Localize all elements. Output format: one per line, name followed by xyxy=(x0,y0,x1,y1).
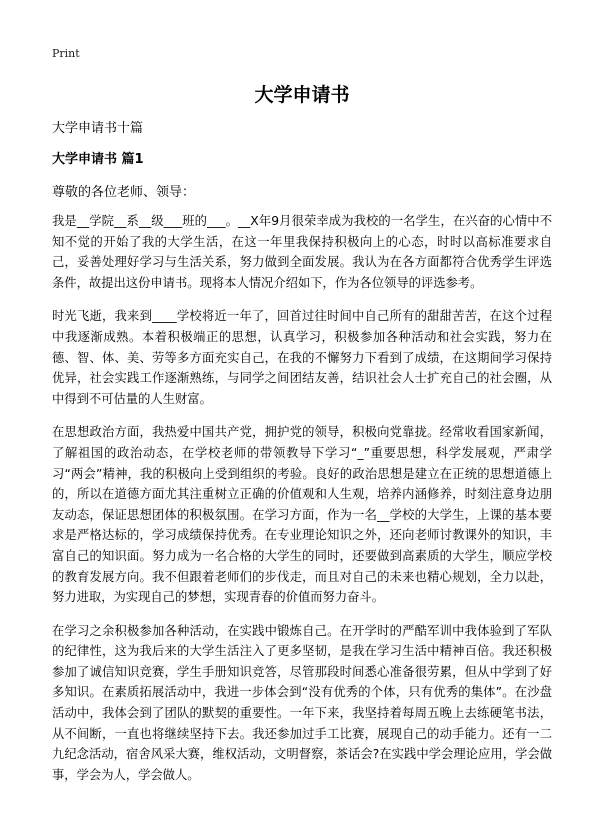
print-link[interactable]: Print xyxy=(52,47,80,60)
document-subtitle: 大学申请书十篇 xyxy=(52,121,144,136)
document-page xyxy=(52,80,552,798)
greeting: 尊敬的各位老师、领导： xyxy=(52,185,196,200)
document-title: 大学申请书 xyxy=(254,84,350,106)
paragraph-2: 时光飞逝，我来到____学校将近一年了，回首过往时间中自己所有的甜甜苦苦，在这个过程中我逐渐成熟。本着积极端正的思想，认真学习，积极参加各种活动和社会实践，努力在德、智、体、美、劳等多方面充实自己，在我的不懈努力下看到了成绩，在这期间学习保持优异，社会实践工作逐渐熟练，与同学之间团结友善，结识社会人士扩充自己的社会圈，从中得到不可估量的人生财富。 xyxy=(52,309,552,406)
paragraph-1: 我是__学院__系__级___班的___。__X年9月很荣幸成为我校的一名学生，在兴奋的心情中不知不觉的开始了我的大学生活，在这一年里我保持积极向上的心态，时时以高标准要求自己，妥善处理好学习与生活关系，努力做到全面发展。我认为在各方面都符合优秀学生评选条件，故提出这份申请书。现将本人情况介绍如下，作为各位领导的评选参考。 xyxy=(52,214,552,290)
paragraph-3: 在思想政治方面，我热爱中国共产党，拥护党的领导，积极向党靠拢。经常收看国家新闻，了解祖国的政治动态，在学校老师的带领教导下学习“_”重要思想，科学发展观，严肃学习“两会”精神，我的积极向上受到组织的考验。良好的政治思想是建立在正统的思想道德上的，所以在道德方面尤其注重树立正确的价值观和人生观，培养内涵修养，时刻注意身边朋友动态，保证思想团体的积极氛围。在学习方面，作为一名__学校的大学生，上课的基本要求是严格达标的，学习成绩保持优秀。在专业理论知识之外，还向老师讨教课外的知识，丰富自己的知识面。努力成为一名合格的大学生的同时，还要做到高素质的大学生，顺应学校的教育发展方向。我不但跟着老师们的步伐走，而且对自己的未来也精心规划，全力以赴，努力进取，为实现自己的梦想，实现青春的价值而努力奋斗。 xyxy=(52,425,552,605)
paragraph-4: 在学习之余积极参加各种活动，在实践中锻炼自己。在开学时的严酷军训中我体验到了军队的纪律性，这为我后来的大学生活注入了更多坚韧，是我在学习生活中精神百倍。我还积极参加了诚信知识竞赛，学生手册知识竞答，尽管那段时间悉心准备很劳累，但从中学到了好多知识。在素质拓展活动中，我进一步体会到“没有优秀的个体，只有优秀的集体”。在沙盘活动中，我体会到了团队的默契的重要性。一年下来，我坚持着每周五晚上去练硬笔书法，从不间断，一直也将继续坚持下去。我还参加过手工比赛，展现自己的动手能力。还有一二九纪念活动，宿舍风采大赛，维权活动，文明督察，茶话会?在实践中学会理论应用，学会做事，学会为人，学会做人。 xyxy=(52,623,552,782)
section-title: 大学申请书 篇1 xyxy=(52,152,144,167)
